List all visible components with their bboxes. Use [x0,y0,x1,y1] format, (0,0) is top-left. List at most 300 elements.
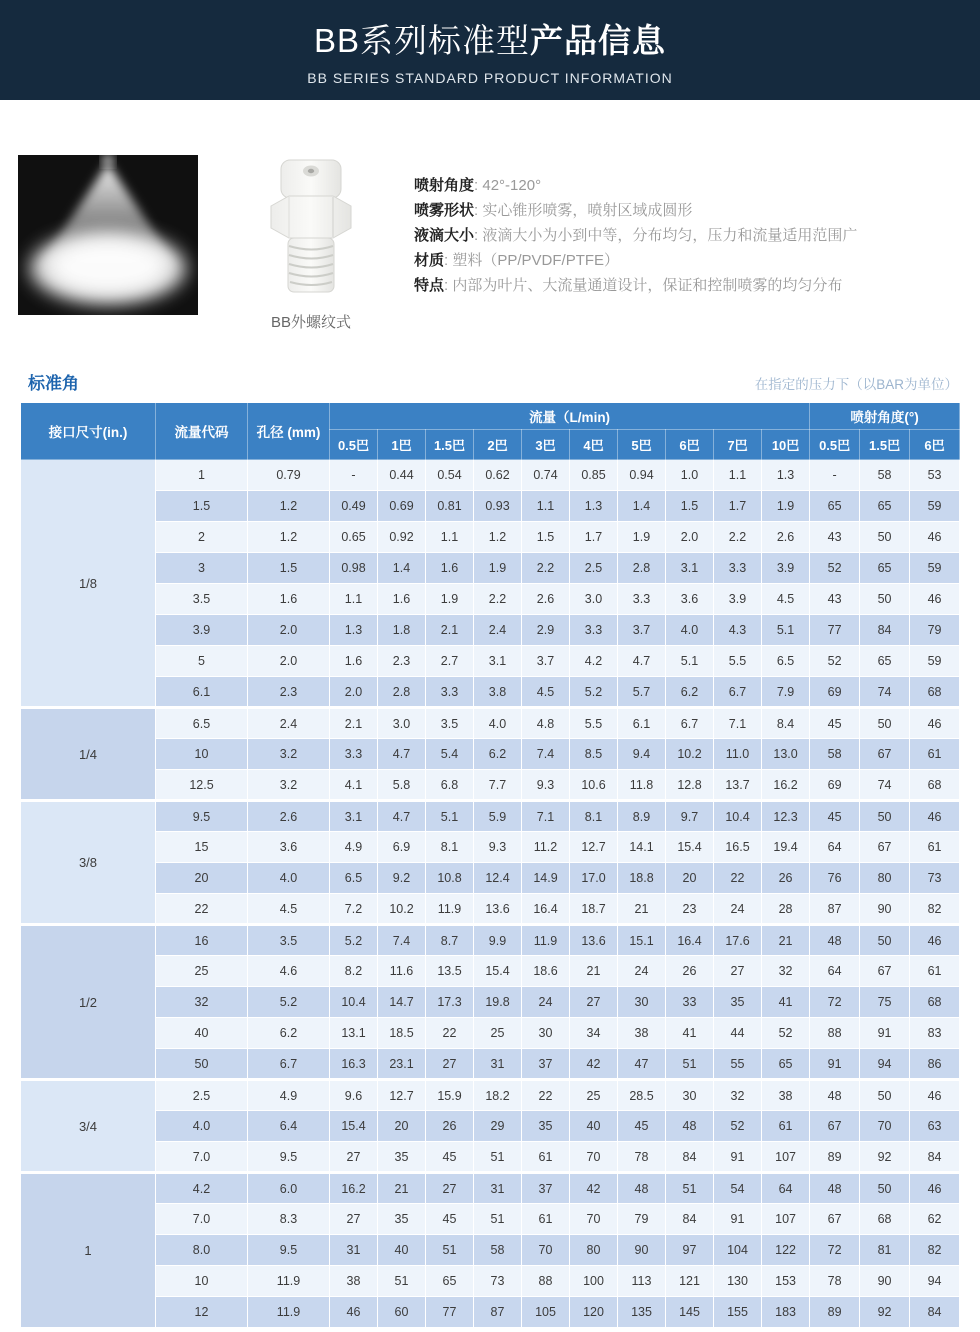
flow-value-cell: 45 [426,1142,474,1173]
angle-value-cell: 82 [910,1235,960,1266]
flow-value-cell: 0.81 [426,491,474,522]
flow-value-cell: 0.93 [474,491,522,522]
product-table-wrapper [20,402,960,1328]
product-specs-list [414,155,960,332]
flow-value-cell: 11.2 [522,832,570,863]
table-row [21,1173,960,1204]
table-row [21,1111,960,1142]
flow-value-cell: 30 [666,1080,714,1111]
angle-value-cell: 65 [860,491,910,522]
table-row [21,1297,960,1328]
flow-value-cell: 27 [330,1142,378,1173]
flow-value-cell: 26 [666,956,714,987]
table-row [21,615,960,646]
table-row [21,522,960,553]
page-title-regular: BB系列标准型 [313,21,531,59]
flow-value-cell: 6.5 [330,863,378,894]
flow-value-cell: 23 [666,894,714,925]
flow-value-cell: 42 [570,1049,618,1080]
orifice-cell: 3.2 [248,739,330,770]
product-intro-section [0,100,980,332]
spec-value: 塑料（PP/PVDF/PTFE） [452,252,620,269]
flow-value-cell: 61 [522,1204,570,1235]
flow-value-cell: 21 [570,956,618,987]
flow-value-cell: 7.9 [762,677,810,708]
flow-value-cell: 22 [522,1080,570,1111]
flow-code-cell: 7.0 [156,1142,248,1173]
flow-value-cell: 40 [570,1111,618,1142]
flow-value-cell: 3.3 [426,677,474,708]
flow-value-cell: 1.4 [378,553,426,584]
angle-value-cell: 62 [910,1204,960,1235]
flow-value-cell: 25 [570,1080,618,1111]
flow-value-cell: 27 [330,1204,378,1235]
flow-value-cell: 18.2 [474,1080,522,1111]
flow-value-cell: 11.6 [378,956,426,987]
flow-value-cell: 104 [714,1235,762,1266]
flow-value-cell: 8.1 [570,801,618,832]
flow-value-cell: 4.9 [330,832,378,863]
flow-value-cell: 3.9 [762,553,810,584]
flow-value-cell: 24 [618,956,666,987]
flow-code-cell: 2.5 [156,1080,248,1111]
flow-value-cell: 2.3 [378,646,426,677]
flow-code-cell: 16 [156,925,248,956]
flow-value-cell: 9.6 [330,1080,378,1111]
table-row [21,584,960,615]
flow-value-cell: 21 [618,894,666,925]
section-title: 标准角 [28,374,79,393]
angle-value-cell: 48 [810,925,860,956]
flow-value-cell: 48 [618,1173,666,1204]
flow-value-cell: 11.0 [714,739,762,770]
flow-value-cell: 2.9 [522,615,570,646]
flow-value-cell: 12.8 [666,770,714,801]
flow-value-cell: 2.8 [618,553,666,584]
pipe-size-cell: 1/2 [21,925,156,1080]
flow-value-cell: 7.4 [378,925,426,956]
flow-value-cell: 107 [762,1142,810,1173]
nozzle-image-block [256,158,366,332]
flow-value-cell: 19.8 [474,987,522,1018]
orifice-cell: 6.2 [248,1018,330,1049]
pipe-size-cell: 1/4 [21,708,156,801]
flow-value-cell: 4.2 [570,646,618,677]
flow-value-cell: 1.6 [330,646,378,677]
orifice-cell: 11.9 [248,1297,330,1328]
flow-value-cell: 64 [762,1173,810,1204]
flow-value-cell: 5.1 [666,646,714,677]
flow-value-cell: 9.3 [522,770,570,801]
col-header-pressure: 3巴 [522,430,570,460]
table-row [21,1142,960,1173]
spray-cone-graphic [18,155,198,315]
angle-value-cell: 52 [810,553,860,584]
page-title-bold: 产品信息 [530,21,667,59]
orifice-cell: 3.5 [248,925,330,956]
flow-value-cell: 6.8 [426,770,474,801]
angle-value-cell: 50 [860,1080,910,1111]
table-body [21,460,960,1328]
flow-value-cell: 51 [666,1049,714,1080]
angle-value-cell: 91 [860,1018,910,1049]
flow-value-cell: 7.7 [474,770,522,801]
flow-value-cell: 45 [618,1111,666,1142]
flow-value-cell: 0.62 [474,460,522,491]
angle-value-cell: - [810,460,860,491]
flow-value-cell: 88 [522,1266,570,1297]
flow-value-cell: 120 [570,1297,618,1328]
angle-value-cell: 67 [860,832,910,863]
flow-value-cell: 77 [426,1297,474,1328]
col-header-flow-group: 流量（L/min) [330,403,810,430]
angle-value-cell: 50 [860,1173,910,1204]
angle-value-cell: 91 [810,1049,860,1080]
angle-value-cell: 90 [860,894,910,925]
flow-value-cell: 15.4 [330,1111,378,1142]
flow-value-cell: 15.4 [666,832,714,863]
flow-value-cell: 24 [522,987,570,1018]
orifice-cell: 6.4 [248,1111,330,1142]
flow-value-cell: 12.3 [762,801,810,832]
flow-value-cell: 51 [378,1266,426,1297]
col-header-pressure: 4巴 [570,430,618,460]
table-row [21,460,960,491]
flow-value-cell: 6.7 [666,708,714,739]
angle-value-cell: 63 [910,1111,960,1142]
flow-value-cell: 1.7 [570,522,618,553]
flow-value-cell: 4.3 [714,615,762,646]
orifice-cell: 4.6 [248,956,330,987]
flow-value-cell: 38 [618,1018,666,1049]
orifice-cell: 1.5 [248,553,330,584]
orifice-cell: 1.2 [248,522,330,553]
flow-value-cell: 61 [762,1111,810,1142]
flow-value-cell: 9.4 [618,739,666,770]
flow-value-cell: 1.7 [714,491,762,522]
angle-value-cell: 48 [810,1173,860,1204]
flow-value-cell: 65 [426,1266,474,1297]
flow-value-cell: 31 [474,1173,522,1204]
flow-value-cell: 1.1 [714,460,762,491]
orifice-cell: 2.6 [248,801,330,832]
flow-value-cell: 3.0 [378,708,426,739]
table-section-heading [28,369,958,394]
table-row [21,987,960,1018]
flow-value-cell: 1.5 [666,491,714,522]
flow-value-cell: 84 [666,1204,714,1235]
spec-label: 特点 [414,277,445,294]
flow-code-cell: 7.0 [156,1204,248,1235]
angle-value-cell: 69 [810,677,860,708]
flow-value-cell: 1.3 [570,491,618,522]
col-header-angle-pressure: 6巴 [910,430,960,460]
orifice-cell: 1.6 [248,584,330,615]
col-header-pressure: 1.5巴 [426,430,474,460]
angle-value-cell: 89 [810,1297,860,1328]
orifice-cell: 5.2 [248,987,330,1018]
flow-value-cell: 51 [474,1142,522,1173]
flow-value-cell: 15.9 [426,1080,474,1111]
flow-value-cell: 13.6 [570,925,618,956]
flow-value-cell: 3.0 [570,584,618,615]
angle-value-cell: 50 [860,925,910,956]
angle-value-cell: 73 [910,863,960,894]
flow-value-cell: 21 [762,925,810,956]
flow-value-cell: 4.0 [666,615,714,646]
orifice-cell: 4.5 [248,894,330,925]
angle-value-cell: 67 [810,1111,860,1142]
flow-value-cell: 2.6 [762,522,810,553]
flow-value-cell: 2.1 [426,615,474,646]
flow-value-cell: 91 [714,1204,762,1235]
flow-value-cell: 3.1 [474,646,522,677]
angle-value-cell: 68 [860,1204,910,1235]
flow-value-cell: 10.4 [330,987,378,1018]
flow-code-cell: 50 [156,1049,248,1080]
flow-value-cell: 91 [714,1142,762,1173]
flow-value-cell: 1.8 [378,615,426,646]
flow-value-cell: 65 [762,1049,810,1080]
angle-value-cell: 45 [810,801,860,832]
table-row [21,708,960,739]
flow-value-cell: 0.44 [378,460,426,491]
flow-value-cell: 3.3 [618,584,666,615]
spec-droplet-size: 液滴大小: 液滴大小为小到中等，分布均匀，压力和流量适用范围广 [414,227,858,244]
flow-value-cell: 1.9 [474,553,522,584]
flow-value-cell: 155 [714,1297,762,1328]
spec-feature: 特点: 内部为叶片、大流量通道设计，保证和控制喷雾的均匀分布 [414,277,843,294]
orifice-cell: 9.5 [248,1142,330,1173]
flow-value-cell: 2.5 [570,553,618,584]
flow-code-cell: 5 [156,646,248,677]
flow-value-cell: 52 [762,1018,810,1049]
table-row [21,801,960,832]
flow-value-cell: 22 [426,1018,474,1049]
flow-value-cell: 153 [762,1266,810,1297]
flow-value-cell: 26 [762,863,810,894]
orifice-cell: 6.7 [248,1049,330,1080]
orifice-cell: 2.4 [248,708,330,739]
flow-value-cell: 105 [522,1297,570,1328]
flow-value-cell: 27 [570,987,618,1018]
flow-value-cell: 14.1 [618,832,666,863]
angle-value-cell: 79 [910,615,960,646]
flow-value-cell: 61 [522,1142,570,1173]
angle-value-cell: 94 [860,1049,910,1080]
flow-value-cell: 29 [474,1111,522,1142]
orifice-cell: 3.2 [248,770,330,801]
angle-value-cell: 65 [860,646,910,677]
flow-value-cell: 183 [762,1297,810,1328]
flow-value-cell: 5.8 [378,770,426,801]
angle-value-cell: 64 [810,956,860,987]
flow-value-cell: 52 [714,1111,762,1142]
angle-value-cell: 65 [860,553,910,584]
spec-spray-angle: 喷射角度: 42°-120° [414,177,542,194]
flow-value-cell: 1.9 [762,491,810,522]
flow-code-cell: 25 [156,956,248,987]
col-header-orifice: 孔径 (mm) [248,403,330,460]
flow-value-cell: 4.1 [330,770,378,801]
flow-value-cell: 3.3 [330,739,378,770]
orifice-cell: 8.3 [248,1204,330,1235]
flow-value-cell: 5.2 [570,677,618,708]
col-header-pressure: 1巴 [378,430,426,460]
flow-value-cell: 31 [330,1235,378,1266]
flow-value-cell: 51 [426,1235,474,1266]
spec-label: 喷射角度 [414,177,475,194]
flow-value-cell: 38 [330,1266,378,1297]
flow-value-cell: 84 [666,1142,714,1173]
col-header-pressure: 2巴 [474,430,522,460]
angle-value-cell: 46 [910,522,960,553]
angle-value-cell: 64 [810,832,860,863]
flow-value-cell: 9.3 [474,832,522,863]
flow-value-cell: 34 [570,1018,618,1049]
flow-value-cell: 4.0 [474,708,522,739]
flow-value-cell: 5.9 [474,801,522,832]
flow-value-cell: 13.5 [426,956,474,987]
flow-value-cell: 16.5 [714,832,762,863]
flow-code-cell: 12 [156,1297,248,1328]
flow-value-cell: 35 [522,1111,570,1142]
orifice-cell: 1.2 [248,491,330,522]
flow-value-cell: 2.6 [522,584,570,615]
flow-value-cell: 9.7 [666,801,714,832]
flow-value-cell: 11.9 [522,925,570,956]
flow-value-cell: 14.9 [522,863,570,894]
flow-value-cell: 2.7 [426,646,474,677]
table-row [21,956,960,987]
pipe-size-cell: 3/4 [21,1080,156,1173]
angle-value-cell: 59 [910,553,960,584]
table-row [21,1080,960,1111]
flow-code-cell: 4.0 [156,1111,248,1142]
flow-value-cell: 8.7 [426,925,474,956]
orifice-cell: 6.0 [248,1173,330,1204]
flow-value-cell: 4.8 [522,708,570,739]
table-row [21,894,960,925]
flow-value-cell: 13.6 [474,894,522,925]
angle-value-cell: 82 [910,894,960,925]
angle-value-cell: 67 [860,956,910,987]
flow-value-cell: 122 [762,1235,810,1266]
flow-value-cell: 48 [666,1111,714,1142]
flow-value-cell: 2.0 [666,522,714,553]
flow-value-cell: 18.6 [522,956,570,987]
angle-value-cell: 68 [910,987,960,1018]
orifice-cell: 9.5 [248,1235,330,1266]
flow-value-cell: 5.1 [762,615,810,646]
flow-value-cell: 45 [426,1204,474,1235]
angle-value-cell: 67 [810,1204,860,1235]
table-row [21,1266,960,1297]
flow-value-cell: 11.8 [618,770,666,801]
angle-value-cell: 43 [810,584,860,615]
flow-value-cell: 1.1 [426,522,474,553]
standard-angle-table [20,402,960,1328]
flow-value-cell: 4.7 [618,646,666,677]
col-header-pressure: 6巴 [666,430,714,460]
flow-value-cell: 20 [666,863,714,894]
angle-value-cell: 50 [860,708,910,739]
orifice-cell: 2.0 [248,646,330,677]
angle-value-cell: 77 [810,615,860,646]
flow-code-cell: 3.9 [156,615,248,646]
flow-value-cell: 37 [522,1173,570,1204]
angle-value-cell: 53 [910,460,960,491]
table-row [21,1049,960,1080]
flow-value-cell: 78 [618,1142,666,1173]
flow-value-cell: 5.5 [714,646,762,677]
orifice-cell: 2.0 [248,615,330,646]
flow-value-cell: 70 [570,1142,618,1173]
flow-value-cell: 12.7 [570,832,618,863]
spec-value: 42°-120° [482,177,542,194]
flow-value-cell: 6.5 [762,646,810,677]
angle-value-cell: 80 [860,863,910,894]
flow-value-cell: 18.8 [618,863,666,894]
flow-code-cell: 3.5 [156,584,248,615]
flow-code-cell: 6.5 [156,708,248,739]
nozzle-caption: BB外螺纹式 [270,314,351,331]
page-title [314,15,666,62]
flow-value-cell: 113 [618,1266,666,1297]
flow-value-cell: 0.98 [330,553,378,584]
flow-value-cell: 12.7 [378,1080,426,1111]
flow-code-cell: 2 [156,522,248,553]
flow-value-cell: 4.5 [762,584,810,615]
flow-value-cell: 25 [474,1018,522,1049]
angle-value-cell: 46 [910,584,960,615]
flow-value-cell: 4.7 [378,739,426,770]
flow-value-cell: 1.6 [378,584,426,615]
angle-value-cell: 94 [910,1266,960,1297]
flow-value-cell: 51 [666,1173,714,1204]
flow-value-cell: 17.0 [570,863,618,894]
flow-value-cell: 7.4 [522,739,570,770]
orifice-cell: 3.6 [248,832,330,863]
angle-value-cell: 46 [910,708,960,739]
flow-value-cell: 9.9 [474,925,522,956]
angle-value-cell: 46 [910,1173,960,1204]
orifice-cell: 4.0 [248,863,330,894]
flow-value-cell: 27 [426,1049,474,1080]
col-header-angle-pressure: 1.5巴 [860,430,910,460]
flow-value-cell: 70 [570,1204,618,1235]
flow-value-cell: 15.4 [474,956,522,987]
flow-value-cell: 8.5 [570,739,618,770]
flow-value-cell: 17.3 [426,987,474,1018]
flow-value-cell: 3.1 [666,553,714,584]
angle-value-cell: 59 [910,646,960,677]
flow-value-cell: 10.2 [666,739,714,770]
flow-value-cell: 18.5 [378,1018,426,1049]
flow-value-cell: 11.9 [426,894,474,925]
angle-value-cell: 88 [810,1018,860,1049]
flow-value-cell: 16.2 [330,1173,378,1204]
table-row [21,1204,960,1235]
flow-value-cell: 7.1 [714,708,762,739]
flow-value-cell: 17.6 [714,925,762,956]
flow-value-cell: 30 [618,987,666,1018]
flow-value-cell: 23.1 [378,1049,426,1080]
flow-value-cell: 3.3 [570,615,618,646]
flow-value-cell: 35 [378,1142,426,1173]
flow-value-cell: 1.1 [522,491,570,522]
flow-value-cell: 73 [474,1266,522,1297]
